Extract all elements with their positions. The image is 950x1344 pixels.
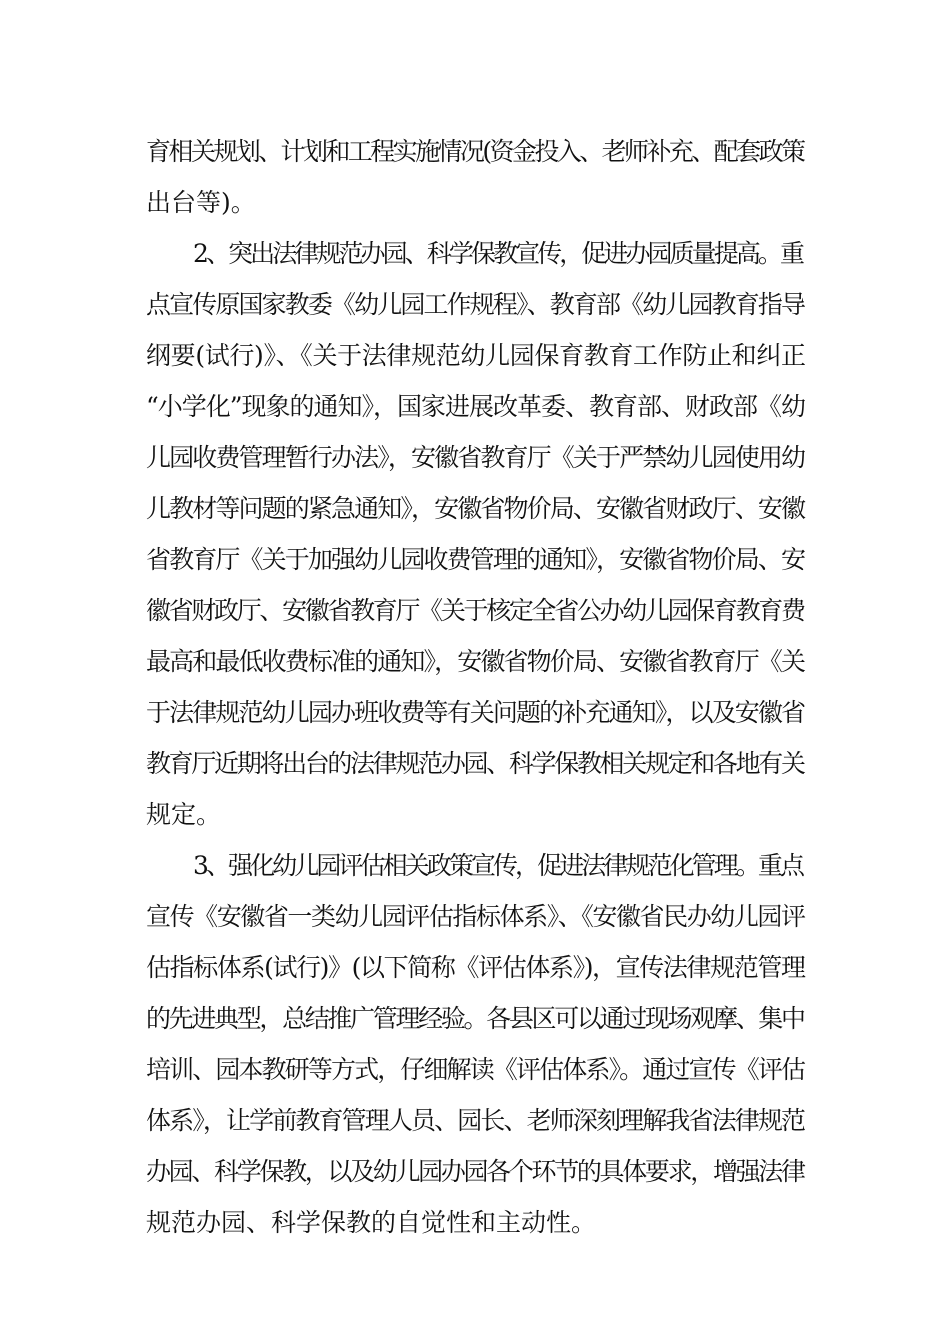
text-line: 出台等)。 (146, 188, 256, 217)
text-line: 点宣传原国家教委《幼儿园工作规程》、教育部《幼儿园教育指导 (146, 290, 805, 319)
text-line: 纲要(试行)》、《关于法律规范幼儿园保育教育工作防止和纠正 (146, 341, 806, 370)
text-line: 估指标体系(试行)》(以下简称《评估体系》)，宣传法律规范管理 (146, 953, 805, 982)
text-line: 办园、科学保教，以及幼儿园办园各个环节的具体要求，增强法律 (146, 1157, 804, 1186)
paragraph-2-first-line: 2、突出法律规范办园、科学保教宣传，促进办园质量提高。重 (193, 239, 803, 268)
text-line: 省教育厅《关于加强幼儿园收费管理的通知》，安徽省物价局、安 (146, 545, 805, 574)
text-line: 儿教材等问题的紧急通知》，安徽省物价局、安徽省财政厅、安徽 (146, 494, 805, 523)
text-line: 宣传《安徽省一类幼儿园评估指标体系》、《安徽省民办幼儿园评 (146, 902, 805, 931)
text-line: 规范办园、科学保教的自觉性和主动性。 (146, 1208, 597, 1237)
text-line: 教育厅近期将出台的法律规范办园、科学保教相关规定和各地有关 (146, 749, 804, 778)
text-line: 最高和最低收费标准的通知》，安徽省物价局、安徽省教育厅《关 (146, 647, 805, 676)
text-line: 儿园收费管理暂行办法》，安徽省教育厅《关于严禁幼儿园使用幼 (146, 443, 805, 472)
text-line: 体系》，让学前教育管理人员、园长、老师深刻理解我省法律规范 (146, 1106, 805, 1135)
text-line: 培训、园本教研等方式，仔细解读《评估体系》。通过宣传《评估 (146, 1055, 805, 1084)
text-line: 规定。 (146, 800, 222, 829)
text-line: 的先进典型，总结推广管理经验。各县区可以通过现场观摩、集中 (146, 1004, 804, 1033)
text-line: “小学化”现象的通知》，国家进展改革委、教育部、财政部《幼 (146, 392, 805, 421)
text-line: 育相关规划、计划和工程实施情况(资金投入、老师补充、配套政策 (146, 137, 804, 166)
text-line: 徽省财政厅、安徽省教育厅《关于核定全省公办幼儿园保育教育费 (146, 596, 804, 625)
paragraph-3-first-line: 3、强化幼儿园评估相关政策宣传，促进法律规范化管理。重点 (193, 851, 803, 880)
text-line: 于法律规范幼儿园办班收费等有关问题的补充通知》，以及安徽省 (146, 698, 805, 727)
